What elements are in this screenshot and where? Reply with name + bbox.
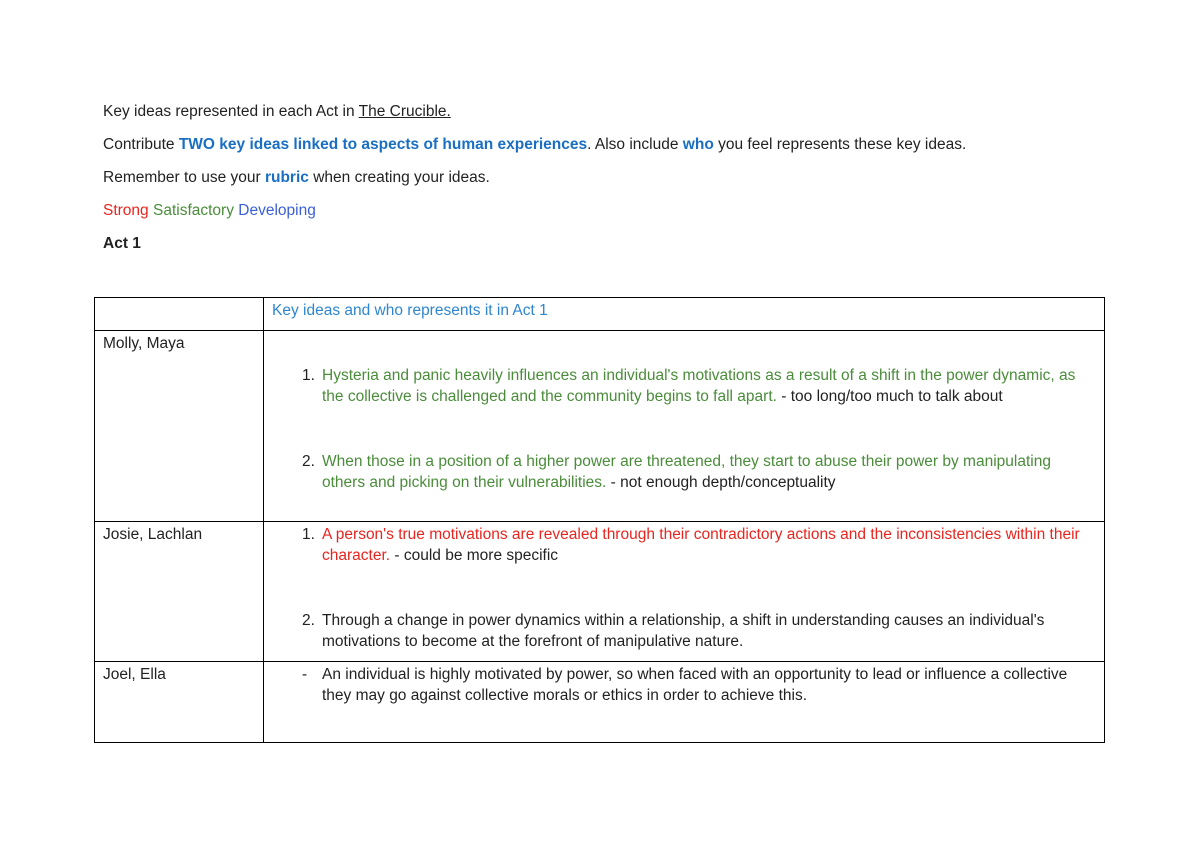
student-names: Josie, Lachlan (103, 526, 203, 543)
table-header-label: Key ideas and who represents it in Act 1 (272, 302, 548, 319)
table-row (95, 522, 1105, 662)
list-marker: 2. (302, 612, 315, 629)
legend-developing: Developing (238, 202, 316, 219)
instruction-emphasis-who: who (682, 136, 714, 153)
row-names-cell (95, 522, 264, 662)
idea-text: When those in a position of a higher power are threatened, they start to abuse their power by manipulating others and picking on their vulnerabilities. (322, 453, 1051, 491)
intro-line-2 (103, 135, 966, 155)
instruction-text: you feel represents these key ideas. (713, 136, 967, 153)
act-heading: Act 1 (103, 235, 141, 252)
instruction-text: Contribute (103, 136, 179, 153)
student-names: Joel, Ella (103, 666, 166, 683)
idea-text: Hysteria and panic heavily influences an individual's motivations as a result of a shift in the power dynamic, as the collective is challenged and the community begins to fall apart. (322, 367, 1076, 405)
list-item (272, 610, 1096, 652)
reminder-text: when creating your ideas. (308, 169, 490, 186)
header-cell (264, 298, 1105, 331)
feedback-text: - could be more specific (390, 547, 559, 564)
student-names: Molly, Maya (103, 335, 185, 352)
list-marker: - (302, 666, 308, 683)
play-title: The Crucible. (358, 103, 451, 120)
table-row (95, 662, 1105, 743)
list-item (272, 664, 1096, 706)
instruction-text: . Also include (587, 136, 683, 153)
idea-text: A person's true motivations are revealed through their contradictory actions and the inconsistencies within their character. (322, 526, 1080, 564)
list-marker: 2. (302, 453, 315, 470)
idea-text: An individual is highly motivated by power, so when faced with an opportunity to lead or influence a collective they may go against collective morals or ethics in order to achieve this. (322, 666, 1068, 704)
list-marker: 1. (302, 526, 315, 543)
instruction-emphasis-key-ideas: TWO key ideas linked to aspects of human experiences (178, 136, 588, 153)
feedback-text: - not enough depth/conceptuality (606, 474, 836, 491)
list-item (272, 451, 1096, 493)
color-legend (103, 201, 316, 221)
row-ideas-cell (264, 331, 1105, 522)
reminder-text: Remember to use your (103, 169, 265, 186)
header-empty-cell (95, 298, 264, 331)
idea-text: Through a change in power dynamics within a relationship, a shift in understanding causes an individual's motivations to become at the forefront of manipulative nature. (322, 612, 1045, 650)
table-header-row (95, 298, 1105, 331)
intro-line-1 (103, 102, 451, 122)
reminder-emphasis-rubric: rubric (264, 169, 309, 186)
list-item (272, 365, 1096, 407)
legend-satisfactory: Satisfactory (152, 202, 234, 219)
row-ideas-cell (264, 522, 1105, 662)
list-marker: 1. (302, 367, 315, 384)
row-names-cell (95, 331, 264, 522)
intro-line-3 (103, 168, 490, 188)
intro-text: Key ideas represented in each Act in (103, 103, 359, 120)
table-row (95, 331, 1105, 522)
row-names-cell (95, 662, 264, 743)
key-ideas-table (94, 297, 1105, 743)
legend-strong: Strong (103, 202, 149, 219)
list-item (272, 524, 1096, 566)
feedback-text: - too long/too much to talk about (776, 388, 1003, 405)
row-ideas-cell (264, 662, 1105, 743)
